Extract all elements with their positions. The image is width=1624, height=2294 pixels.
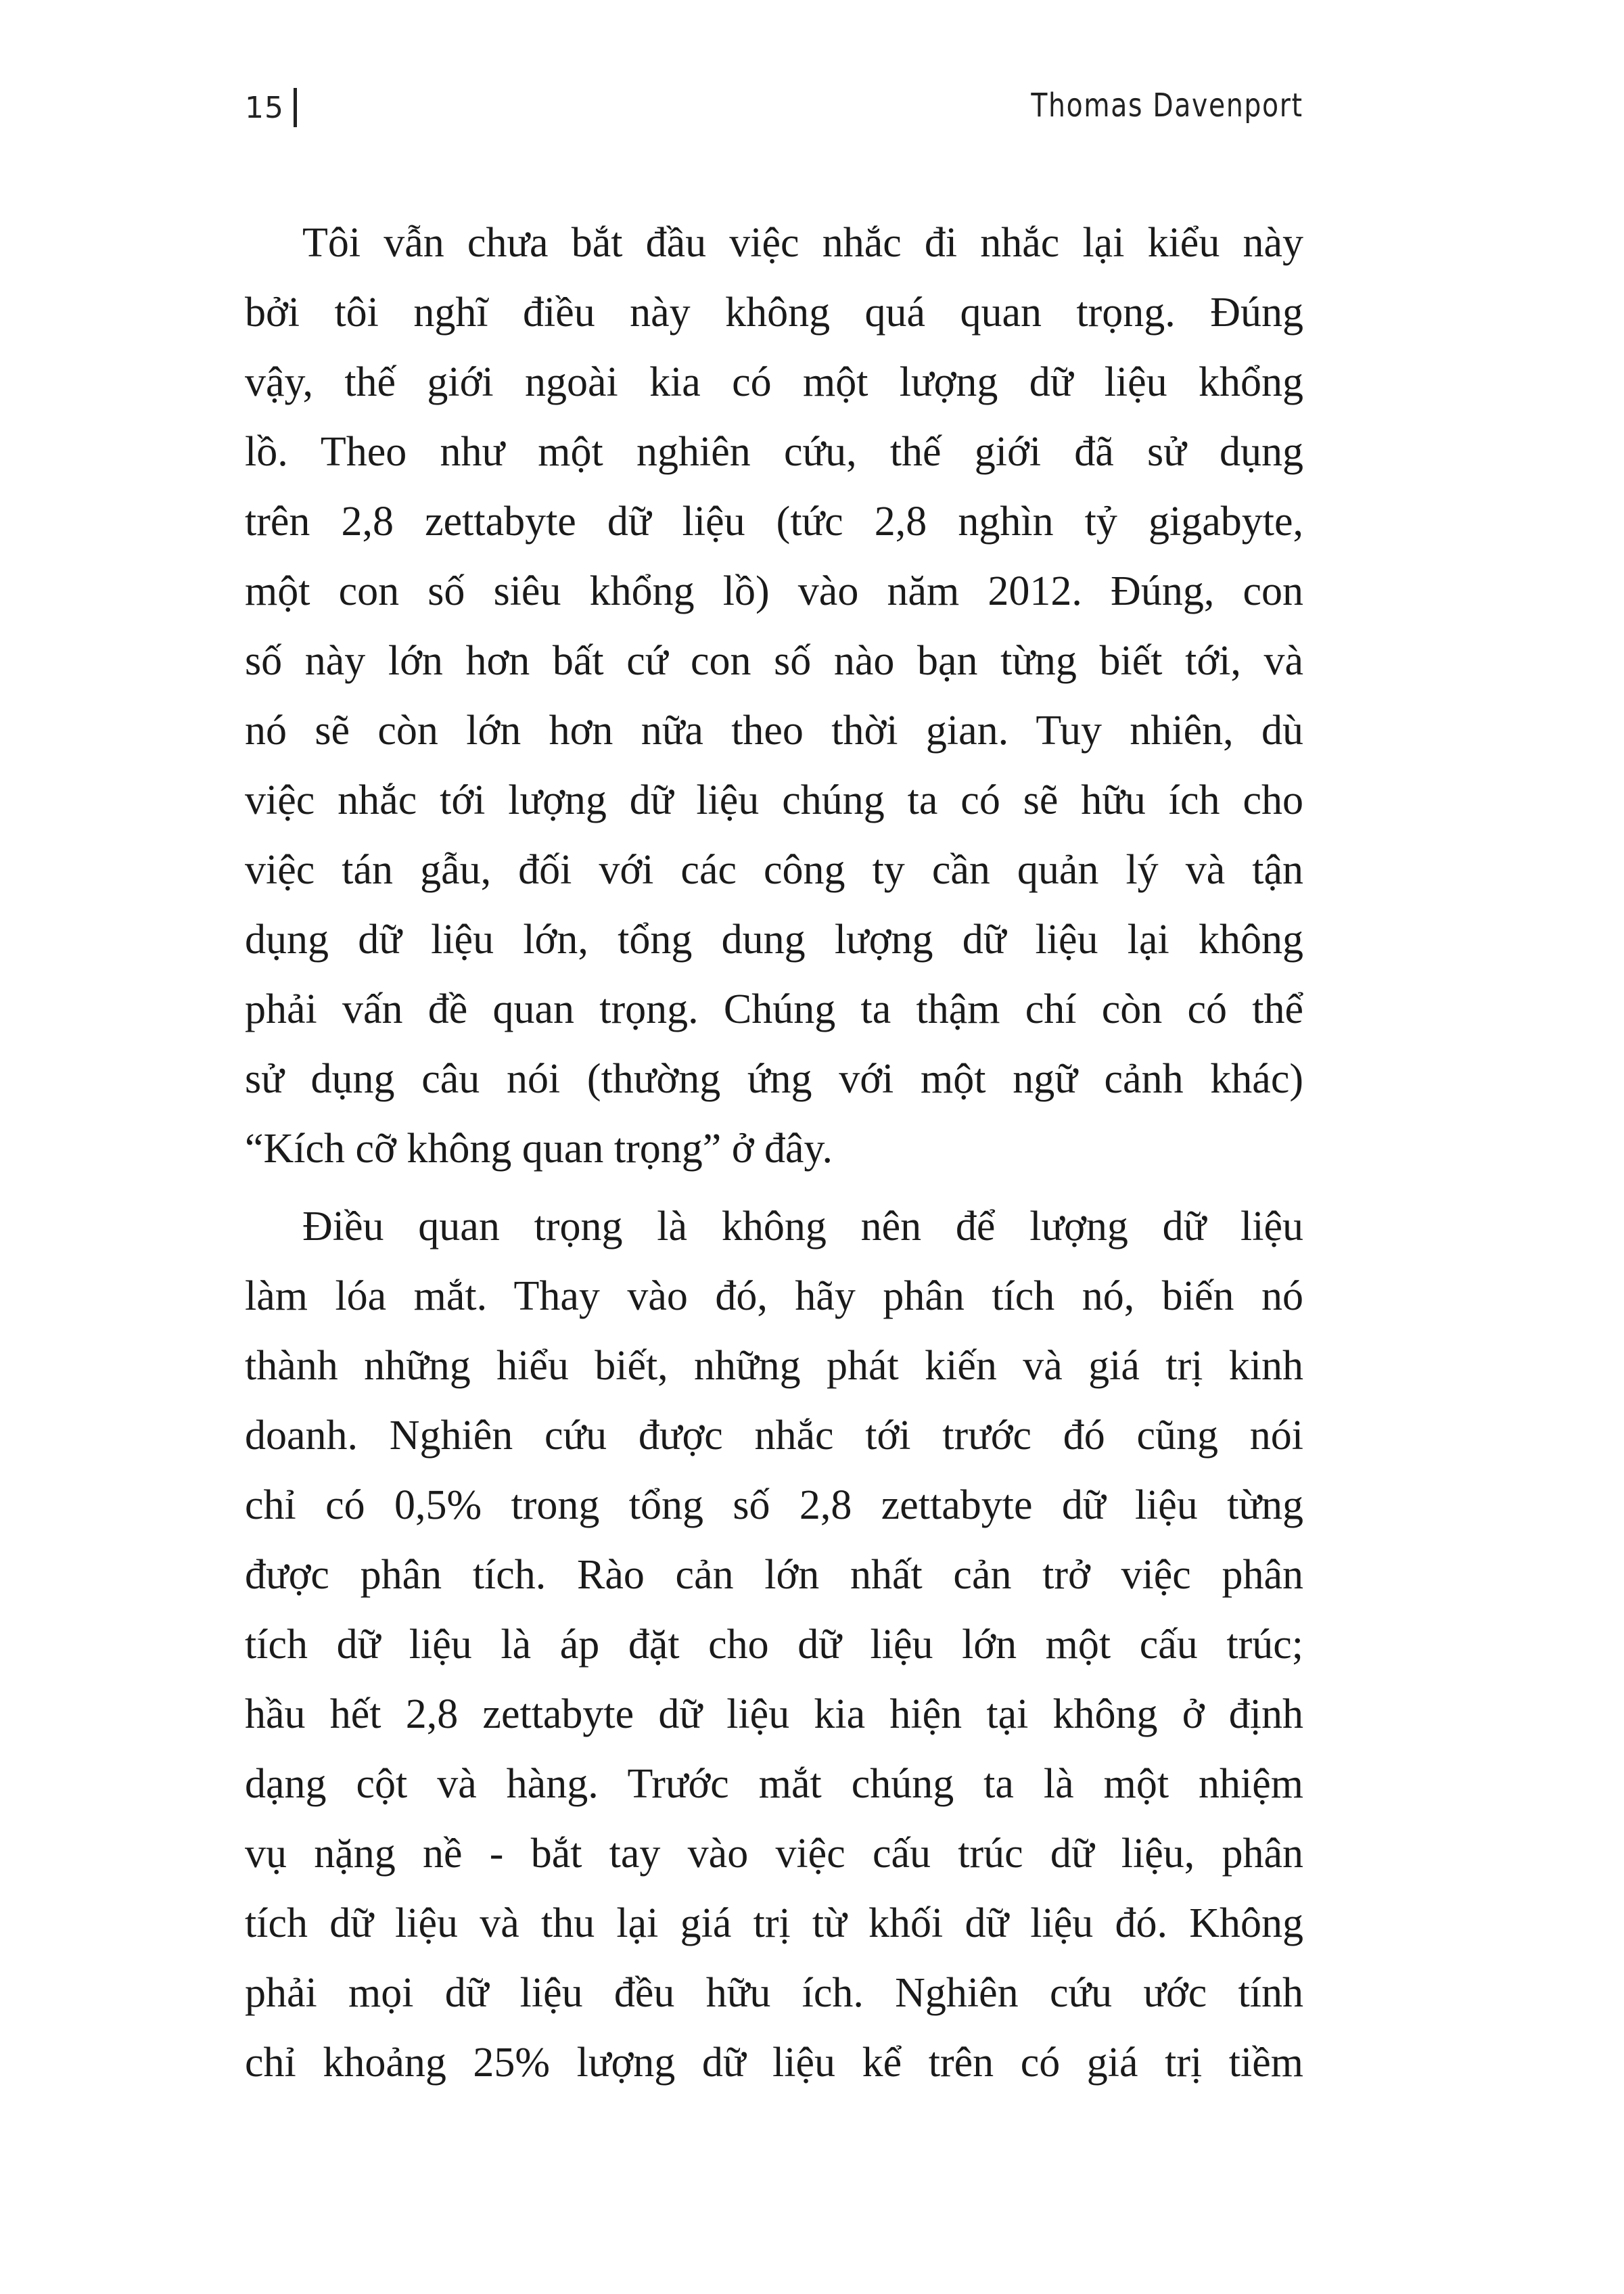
text-line: doanh. Nghiên cứu được nhắc tới trước đó cũng nói — [245, 1413, 1303, 1459]
text-line: dụng dữ liệu lớn, tổng dung lượng dữ liệu lại không — [245, 917, 1303, 963]
text-line: một con số siêu khổng lồ) vào năm 2012. Đúng, con — [245, 568, 1303, 614]
paragraph-gap — [245, 1184, 1303, 1192]
text-line: bởi tôi nghĩ điều này không quá quan trọng. Đúng — [245, 290, 1303, 336]
text-line: sử dụng câu nói (thường ứng với một ngữ cảnh khác) — [245, 1056, 1303, 1102]
text-line: phải mọi dữ liệu đều hữu ích. Nghiên cứu ước tính — [245, 1970, 1303, 2016]
text-line: được phân tích. Rào cản lớn nhất cản trở việc phân — [245, 1552, 1303, 1598]
text-line: vậy, thế giới ngoài kia có một lượng dữ liệu khổng — [245, 359, 1303, 405]
text-line: chỉ có 0,5% trong tổng số 2,8 zettabyte dữ liệu từng — [245, 1482, 1303, 1528]
page-number-divider — [294, 88, 297, 127]
text-line: việc nhắc tới lượng dữ liệu chúng ta có sẽ hữu ích cho — [245, 777, 1303, 823]
text-line: việc tán gẫu, đối với các công ty cần quản lý và tận — [245, 847, 1303, 893]
page-number: 15 — [245, 90, 284, 125]
text-line: làm lóa mắt. Thay vào đó, hãy phân tích nó, biến nó — [245, 1273, 1303, 1319]
paragraph-1 — [245, 208, 1303, 1184]
text-line: thành những hiểu biết, những phát kiến và giá trị kinh — [245, 1343, 1303, 1389]
text-line: tích dữ liệu và thu lại giá trị từ khối dữ liệu đó. Không — [245, 1900, 1303, 1946]
text-line: số này lớn hơn bất cứ con số nào bạn từng biết tới, và — [245, 638, 1303, 684]
text-line: lồ. Theo như một nghiên cứu, thế giới đã sử dụng — [245, 429, 1303, 475]
page-number-block — [245, 88, 297, 127]
text-line: dạng cột và hàng. Trước mắt chúng ta là một nhiệm — [245, 1761, 1303, 1807]
text-line: “Kích cỡ không quan trọng” ở đây. — [245, 1126, 833, 1172]
author-name: Thomas Davenport — [1031, 87, 1303, 124]
running-header — [245, 80, 1303, 141]
text-line: nó sẽ còn lớn hơn nữa theo thời gian. Tuy nhiên, dù — [245, 708, 1303, 754]
text-line: trên 2,8 zettabyte dữ liệu (tức 2,8 nghìn tỷ gigabyte, — [245, 499, 1303, 545]
text-line: tích dữ liệu là áp đặt cho dữ liệu lớn một cấu trúc; — [245, 1622, 1303, 1668]
text-line: vụ nặng nề - bắt tay vào việc cấu trúc dữ liệu, phân — [245, 1831, 1303, 1877]
text-line: Tôi vẫn chưa bắt đầu việc nhắc đi nhắc lại kiểu này — [302, 220, 1303, 266]
text-line: Điều quan trọng là không nên để lượng dữ liệu — [302, 1203, 1303, 1249]
body-text — [245, 208, 1303, 2098]
text-line: chỉ khoảng 25% lượng dữ liệu kể trên có giá trị tiềm — [245, 2040, 1303, 2086]
paragraph-2 — [245, 1192, 1303, 2098]
text-line: hầu hết 2,8 zettabyte dữ liệu kia hiện tại không ở định — [245, 1691, 1303, 1737]
text-line: phải vấn đề quan trọng. Chúng ta thậm chí còn có thể — [245, 986, 1303, 1032]
